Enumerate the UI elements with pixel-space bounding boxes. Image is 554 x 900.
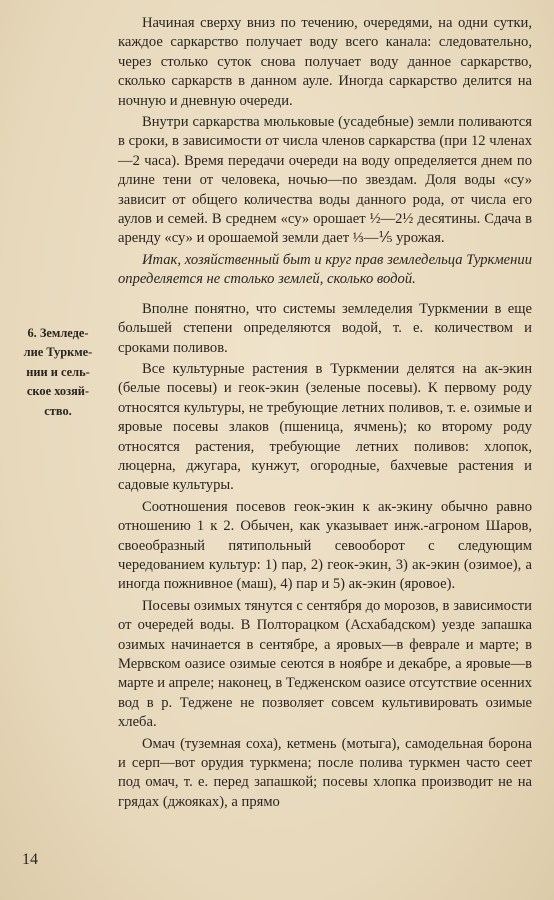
paragraph: Все культурные растения в Туркмении делятся на ак-экин (белые посевы) и геок-экин (зеленые посевы). К первому роду относятся культуры, не требующие летних поливов, т. е. озимые и яровые посевы злаков (пшеница, ячмень); ко второму роду относятся растения, требующие летних поливов: хлопок, люцерна, джугара, кунжут, огородные, бахчевые растения и садовые культуры. [118,360,532,494]
paragraph: Начиная сверху вниз по течению, очередями, на одни сутки, каждое саркарство получает воду всего канала: следовательно, через столько суток снова получает воду данное саркарство, сколько саркарств в данном ауле. Иногда саркарство делится на ночную и дневную очереди. [118,15,532,109]
paragraph: Соотношения посевов геок-экин к ак-экину обычно равно отношению 1 к 2. Обычен, как указывает инж.-агроном Шаров, своеобразный пятипольный севооборот с следующим чередованием культур: 1) пар, 2) геок-экин, 3) ак-экин (озимое), а иногда пожнивное (маш), 4) пар и 5) ак-экин (яровое). [118,498,532,593]
paragraph: Омач (туземная соха), кетмень (мотыга), самодельная борона и серп—вот орудия туркмена; после полива туркмен часто сеет под омач, т. е. перед запашкой; посевы хлопка производит не на грядах (джояках), а прямо [118,735,532,810]
paragraph: Посевы озимых тянутся с сентября до морозов, в зависимости от очередей воды. В Полторацком (Асхабадском) уезде запашка озимых начинается в сентябре, а яровых—в феврале и марте; в Мервском оазисе озимые сеются в ноябре и декабре, а яровые—в марте и апреле; наконец, в Тедженском оазисе отсутствие осенних вод в р. Теджене не позволяет совсем культивировать озимые хлеба. [118,597,532,731]
section-margin-heading: 6. Земледе- лие Туркме- нии и сель- ское хозяй- ство. [23,326,93,418]
paragraph-emphasis: Итак, хозяйственный быт и круг прав земледельца Туркмении определяется не столько землей, сколько водой. [118,251,532,288]
main-text-column [118,14,532,814]
page-number: 14 [22,851,38,868]
paragraph: Вполне понятно, что системы земледелия Туркмении в еще большей степени определяются водой, т. е. количеством и сроками поливов. [118,300,532,356]
paragraph: Внутри саркарства мюльковые (усадебные) земли поливаются в сроки, в зависимости от числа членов саркарства (при 12 членах—2 часа). Время передачи очереди на воду определяется днем по длине тени от человека, ночью—по звездам. Доля воды «су» зависит от общего количества воды данного рода, от числа его аулов и семей. В среднем «су» орошает ½—2½ десятины. Сдача в аренду «су» и орошаемой земли дает ⅓—⅕ урожая. [118,114,532,247]
